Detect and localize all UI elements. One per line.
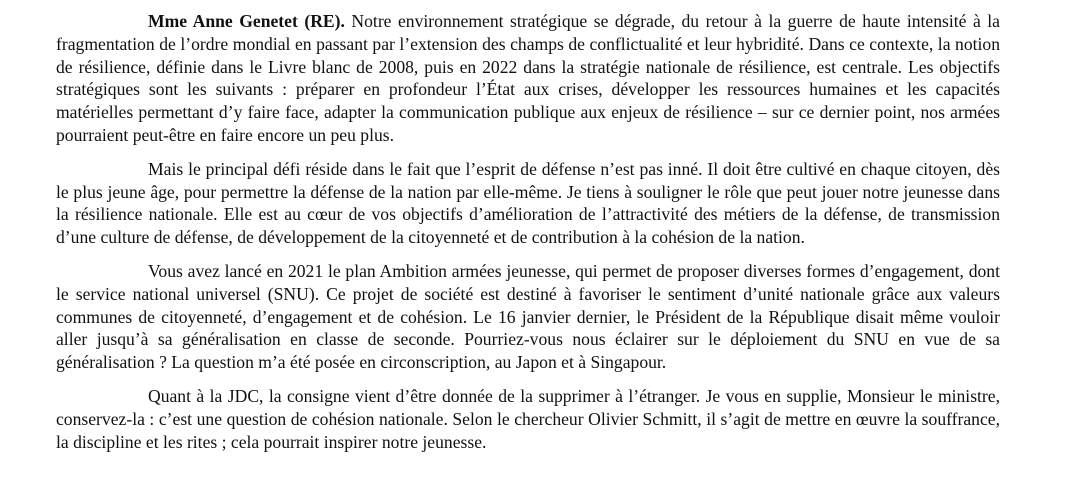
paragraph-4 bbox=[56, 385, 1000, 453]
paragraph-4-text: Quant à la JDC, la consigne vient d’être donnée de la supprimer à l’étranger. Je vous en supplie, Monsieur le ministre, conservez-la : c’est une question de cohésion nationale. Selon le chercheur Olivier Schmitt, il s’agit de mettre en œuvre la souffrance, la discipline et les rites ; cela pourrait inspirer notre jeunesse. bbox=[56, 385, 1000, 452]
paragraph-2-text: Mais le principal défi réside dans le fait que l’esprit de défense n’est pas inné. Il doit être cultivé en chaque citoyen, dès le plus jeune âge, pour permettre la défense de la nation par elle-même. Je tiens à souligner le rôle que peut jouer notre jeunesse dans la résilience nationale. Elle est au cœur de vos objectifs d’amélioration de l’attractivité des métiers de la défense, de transmission d’une culture de défense, de développement de la citoyenneté et de contribution à la cohésion de la nation. bbox=[56, 158, 1000, 248]
paragraph-3 bbox=[56, 260, 1000, 374]
paragraph-2 bbox=[56, 158, 1000, 249]
paragraph-3-text: Vous avez lancé en 2021 le plan Ambition armées jeunesse, qui permet de proposer diverses formes d’engagement, dont le service national universel (SNU). Ce projet de société est destiné à favoriser le sentiment d’unité nationale grâce aux valeurs communes de citoyenneté, d’engagement et de cohésion. Le 16 janvier dernier, le Président de la République disait même vouloir aller jusqu’à sa généralisation en classe de seconde. Pourriez-vous nous éclairer sur le déploiement du SNU en vue de sa généralisation ? La question m’a été posée en circonscription, au Japon et à Singapour. bbox=[56, 260, 1000, 373]
document-page bbox=[56, 10, 1000, 464]
paragraph-1-text: Notre environnement stratégique se dégrade, du retour à la guerre de haute intensité à la fragmentation de l’ordre mondial en passant par l’extension des champs de conflictualité et leur hybridité. Dans ce contexte, la notion de résilience, définie dans le Livre blanc de 2008, puis en 2022 dans la stratégie nationale de résilience, est centrale. Les objectifs stratégiques sont les suivants : préparer en profondeur l’État aux crises, développer les ressources humaines et les capacités matérielles permettant d’y faire face, adapter la communication publique aux enjeux de résilience – sur ce dernier point, nos armées pourraient peut-être en faire encore un peu plus. bbox=[56, 11, 1000, 145]
speaker-name: Mme Anne Genetet (RE). bbox=[148, 11, 345, 31]
paragraph-1 bbox=[56, 10, 1000, 147]
